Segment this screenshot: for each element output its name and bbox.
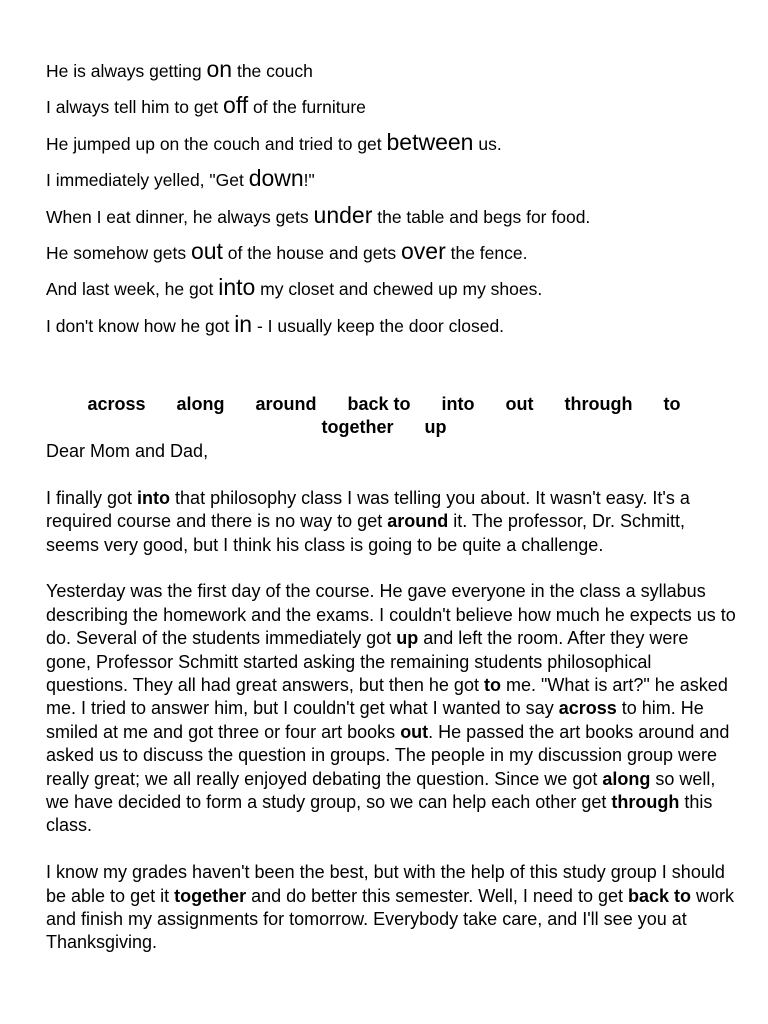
answer-word: back to [627,885,692,906]
sentence-text: When I eat dinner, he always gets [46,206,314,227]
sentence-text: - I usually keep the door closed. [252,315,505,336]
letter-text: I finally got [46,487,138,508]
letter-text: . He passed the art books around and asked us to discuss the question in groups. The people in my discussion group were really great; we all really enjoyed debating the question. Since we got [46,721,730,789]
letter-paragraph-3 [46,861,736,955]
sentence-line [46,88,746,124]
sentence-line [46,234,746,270]
sentence-text: us. [473,133,502,154]
sentence-text: my closet and chewed up my shoes. [255,279,543,300]
sentence-line [46,307,746,343]
answer-word: across [558,698,617,719]
word-bank-item: together [321,417,394,437]
word-bank-item: back to [347,394,411,414]
sentence-text: !" [303,170,315,191]
answer-word: into [137,487,171,508]
highlighted-preposition: into [218,274,256,301]
answer-word: to [483,675,501,696]
answer-word: together [174,885,247,906]
letter-text: that philosophy class I was telling you about. It wasn't easy. It's a required course and there is no way to get [46,487,690,532]
sentence-text: He jumped up on the couch and tried to get [46,133,387,154]
word-bank-item: across [87,394,146,414]
letter-text: and left the room. After they were gone, Professor Schmitt started asking the remaining students philosophical questions. They all had great answers, but then he got [46,628,689,696]
letter-text: Yesterday was the first day of the course. He gave everyone in the class a syllabus describing the homework and the exams. I couldn't believe how much he expects us to do. Several of the students immediately got [46,581,736,649]
sentence-text: the fence. [445,243,528,264]
highlighted-preposition: off [223,92,249,119]
answer-word: along [602,768,651,789]
answer-word: through [611,792,680,813]
sentence-text: of the furniture [248,97,366,118]
sentence-line [46,125,746,161]
answer-word: around [387,511,449,532]
letter-greeting: Dear Mom and Dad, [46,441,209,461]
letter-text: and do better this semester. Well, I need to get [246,885,628,906]
sentence-line [46,198,746,234]
letter-body [46,440,736,978]
letter-paragraph-2 [46,580,736,837]
sentence-text: the table and begs for food. [372,206,591,227]
sentence-text: I always tell him to get [46,97,224,118]
letter-text: I know my grades haven't been the best, but with the help of this study group I should be able to get it [46,862,725,906]
sentence-line [46,161,746,197]
sentence-text: He is always getting [46,61,207,81]
word-bank-item: through [564,394,633,414]
word-bank [46,393,722,439]
example-sentences [46,52,746,343]
sentence-text: And last week, he got [46,279,219,300]
word-bank-item: out [505,394,534,414]
letter-text: work and finish my assignments for tomorrow. Everybody take care, and I'll see you at Thanksgiving. [46,885,735,953]
highlighted-preposition: under [313,201,373,228]
word-bank-item: around [255,394,317,414]
answer-word: out [400,721,429,742]
sentence-line [46,52,746,88]
sentence-text: of the house and gets [222,243,401,264]
word-bank-item: into [441,394,475,414]
word-bank-item: to [663,394,681,414]
highlighted-preposition: down [248,165,304,192]
letter-text: it. The professor, Dr. Schmitt, seems very good, but I think his class is going to be quite a challenge. [46,511,685,555]
letter-text: so well, we have decided to form a study group, so we can help each other get [46,768,716,813]
highlighted-preposition: in [234,310,253,337]
highlighted-preposition: over [400,238,446,265]
sentence-text: the couch [232,61,313,81]
highlighted-preposition: out [190,238,223,265]
letter-text: me. "What is art?" he asked me. I tried to answer him, but I couldn't get what I wanted to say [46,675,728,719]
letter-text: to him. He smiled at me and got three or four art books [46,698,704,742]
highlighted-preposition: between [386,128,474,155]
highlighted-preposition: on [206,56,233,82]
answer-word: up [396,628,419,649]
letter-paragraph-1 [46,487,736,557]
sentence-text: I immediately yelled, "Get [46,170,249,191]
word-bank-item: along [176,394,225,414]
sentence-line [46,270,746,306]
letter-text: this class. [46,792,713,836]
sentence-text: I don't know how he got [46,315,235,336]
word-bank-item: up [424,417,447,437]
sentence-text: He somehow gets [46,243,191,264]
